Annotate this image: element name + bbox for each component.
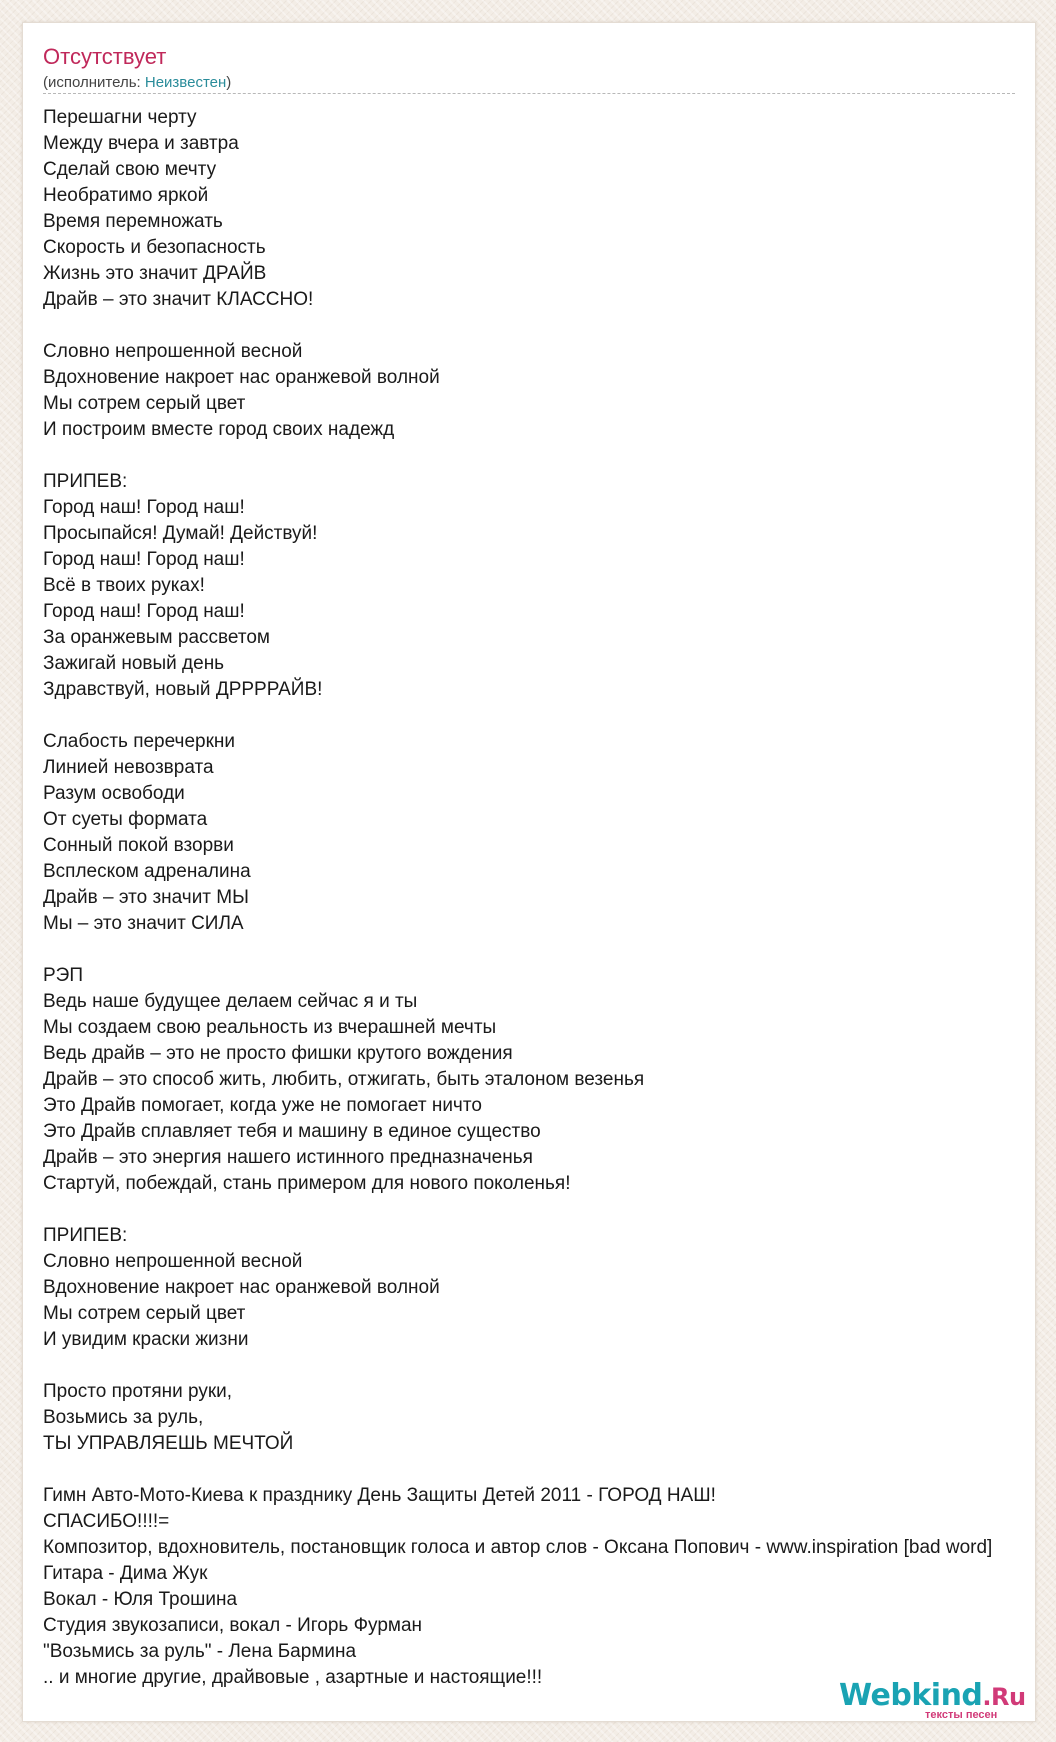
- lyric-blank-line: [43, 443, 1033, 469]
- lyric-line: Это Драйв сплавляет тебя и машину в единое существо: [43, 1121, 541, 1142]
- lyric-line: Мы сотрем серый цвет: [43, 1303, 246, 1324]
- lyrics-text: [43, 105, 1033, 1691]
- lyric-line: Время перемножать: [43, 211, 223, 232]
- lyric-line: Линией невозврата: [43, 757, 214, 778]
- lyric-line: Город наш! Город наш!: [43, 497, 245, 518]
- lyric-blank-line: [43, 703, 1033, 729]
- logo-main-text: Webkind: [839, 1678, 983, 1713]
- lyric-line: СПАСИБО!!!!=: [43, 1511, 170, 1532]
- lyric-line: Словно непрошенной весной: [43, 341, 303, 362]
- lyric-line: Словно непрошенной весной: [43, 1251, 303, 1272]
- lyric-blank-line: [43, 1457, 1033, 1483]
- lyric-line: И увидим краски жизни: [43, 1329, 249, 1350]
- lyric-line: Сделай свою мечту: [43, 159, 217, 180]
- lyric-line: Скорость и безопасность: [43, 237, 266, 258]
- lyric-line: Мы сотрем серый цвет: [43, 393, 246, 414]
- lyric-line: Всплеском адреналина: [43, 861, 251, 882]
- lyric-line: Драйв – это значит КЛАССНО!: [43, 289, 314, 310]
- song-header: [43, 43, 1013, 93]
- lyric-line: За оранжевым рассветом: [43, 627, 270, 648]
- lyric-line: Просыпайся! Думай! Действуй!: [43, 523, 318, 544]
- lyric-line: "Возьмись за руль" - Лена Бармина: [43, 1641, 357, 1662]
- lyric-line: Всё в твоих руках!: [43, 575, 205, 596]
- lyric-line: Сонный покой взорви: [43, 835, 234, 856]
- header-divider: [43, 93, 1015, 94]
- lyric-line: Необратимо яркой: [43, 185, 209, 206]
- lyric-line: Город наш! Город наш!: [43, 549, 245, 570]
- lyric-line: Вдохновение накроет нас оранжевой волной: [43, 367, 440, 388]
- lyric-line: РЭП: [43, 965, 83, 986]
- lyric-line: Вокал - Юля Трошина: [43, 1589, 238, 1610]
- lyric-line: .. и многие другие, драйвовые , азартные и настоящие!!!: [43, 1667, 543, 1688]
- lyric-line: Зажигай новый день: [43, 653, 225, 674]
- lyric-line: Это Драйв помогает, когда уже не помогает ничто: [43, 1095, 482, 1116]
- lyric-line: Ведь драйв – это не просто фишки крутого вождения: [43, 1043, 513, 1064]
- lyric-line: Жизнь это значит ДРАЙВ: [43, 263, 267, 284]
- lyric-line: Разум освободи: [43, 783, 185, 804]
- lyric-line: Слабость перечеркни: [43, 731, 236, 752]
- lyric-line: Здравствуй, новый ДРРРРАЙВ!: [43, 679, 323, 700]
- lyric-line: Город наш! Город наш!: [43, 601, 245, 622]
- performer-line: [43, 73, 1013, 93]
- lyric-line: Драйв – это способ жить, любить, отжигать, быть эталоном везенья: [43, 1069, 645, 1090]
- lyric-line: ПРИПЕВ:: [43, 1225, 128, 1246]
- lyric-line: Ведь наше будущее делаем сейчас я и ты: [43, 991, 418, 1012]
- performer-prefix: (исполнитель:: [43, 74, 145, 91]
- lyric-line: Драйв – это энергия нашего истинного предназначенья: [43, 1147, 533, 1168]
- lyric-line: Возьмись за руль,: [43, 1407, 204, 1428]
- lyric-line: Вдохновение накроет нас оранжевой волной: [43, 1277, 440, 1298]
- performer-suffix: ): [226, 74, 232, 91]
- performer-link[interactable]: Неизвестен: [144, 74, 227, 91]
- lyric-line: ПРИПЕВ:: [43, 471, 128, 492]
- lyric-line: Мы – это значит СИЛА: [43, 913, 244, 934]
- lyric-line: Стартуй, побеждай, стань примером для нового поколенья!: [43, 1173, 571, 1194]
- lyric-line: Перешагни черту: [43, 107, 197, 128]
- lyric-line: Гимн Авто-Мото-Киева к празднику День Защиты Детей 2011 - ГОРОД НАШ!: [43, 1485, 716, 1506]
- logo-tagline: тексты песен: [925, 1709, 998, 1721]
- lyrics-card: [22, 22, 1036, 1722]
- lyric-line: Гитара - Дима Жук: [43, 1563, 208, 1584]
- lyric-line: И построим вместе город своих надежд: [43, 419, 395, 440]
- lyric-line: Композитор, вдохновитель, постановщик голоса и автор слов - Оксана Попович - www.inspiration [bad word]: [43, 1537, 993, 1558]
- lyric-blank-line: [43, 313, 1033, 339]
- song-title: Отсутствует: [43, 44, 167, 69]
- lyric-line: Между вчера и завтра: [43, 133, 239, 154]
- lyric-line: Просто протяни руки,: [43, 1381, 233, 1402]
- lyric-line: Драйв – это значит МЫ: [43, 887, 249, 908]
- lyric-blank-line: [43, 937, 1033, 963]
- lyric-line: Мы создаем свою реальность из вчерашней мечты: [43, 1017, 497, 1038]
- lyric-blank-line: [43, 1353, 1033, 1379]
- logo-domain-text: .Ru: [982, 1683, 1026, 1711]
- lyric-line: ТЫ УПРАВЛЯЕШЬ МЕЧТОЙ: [43, 1433, 294, 1454]
- lyric-line: От суеты формата: [43, 809, 208, 830]
- lyric-blank-line: [43, 1197, 1033, 1223]
- site-logo[interactable]: [839, 1679, 1029, 1719]
- lyric-line: Студия звукозаписи, вокал - Игорь Фурман: [43, 1615, 423, 1636]
